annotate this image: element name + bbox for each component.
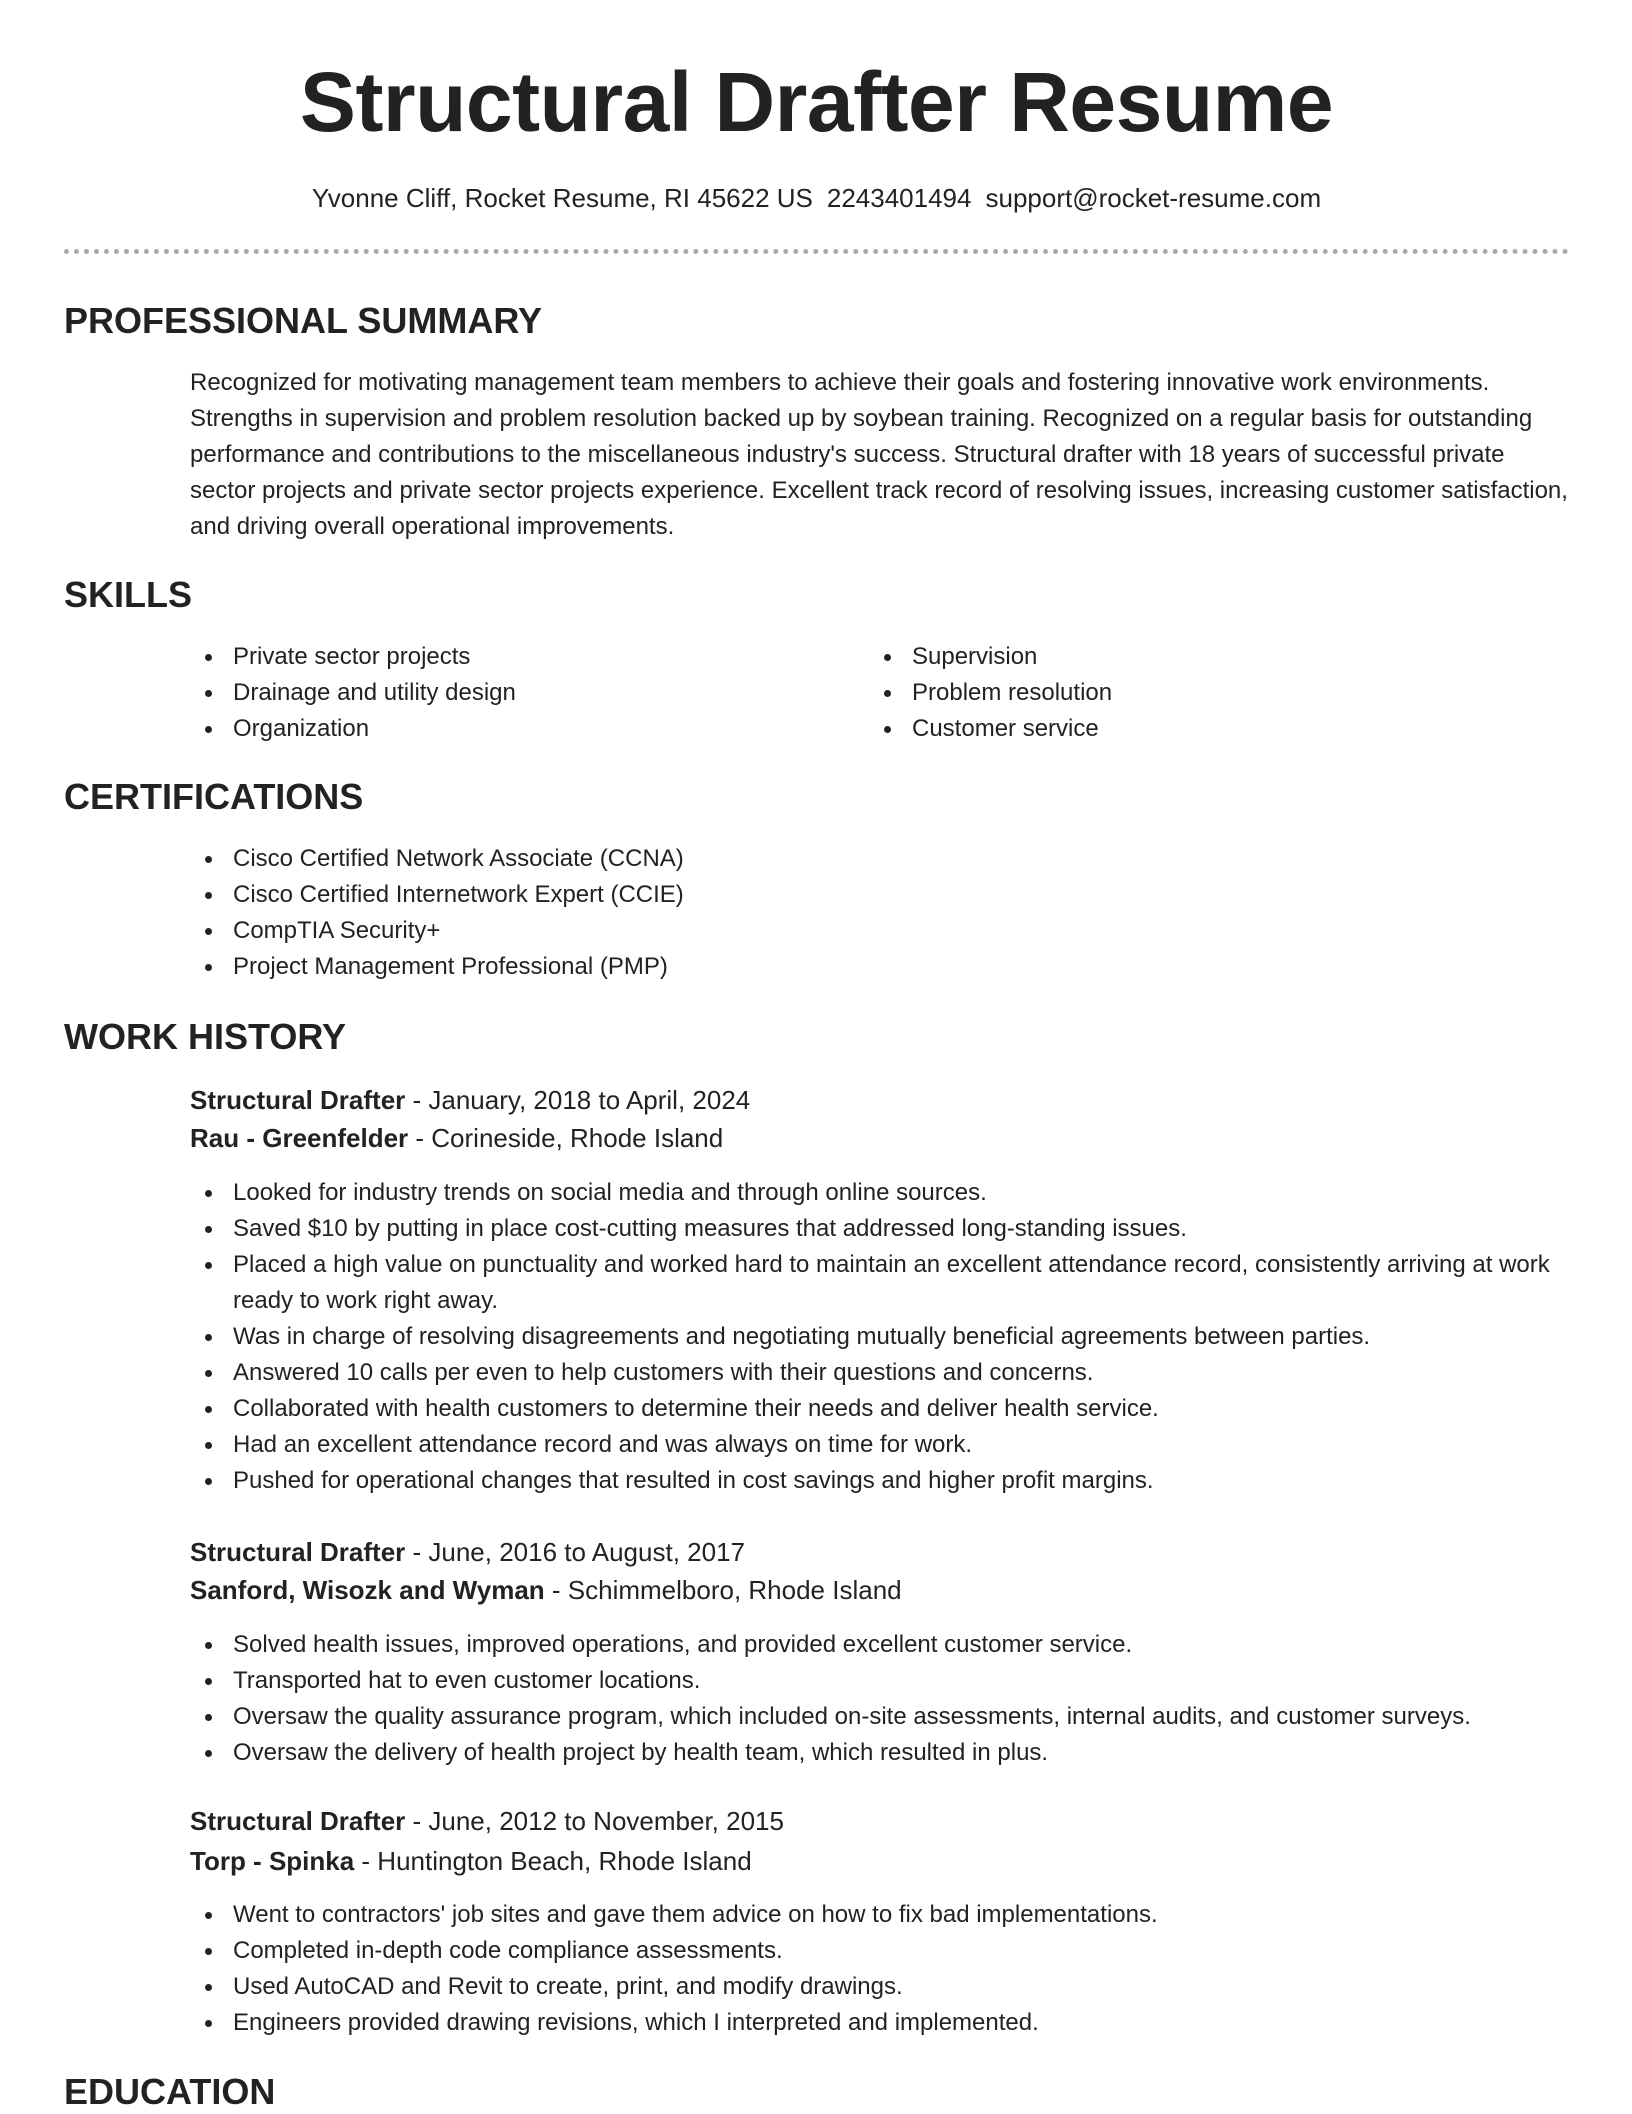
header-divider xyxy=(64,249,1569,254)
skills-list-left xyxy=(190,639,850,747)
job-title-line xyxy=(190,1081,750,1119)
certification-item: CompTIA Security+ xyxy=(190,913,1569,949)
job-title-line xyxy=(190,1802,784,1840)
job-company: Sanford, Wisozk and Wyman xyxy=(190,1575,545,1605)
job-bullet: Had an excellent attendance record and was always on time for work. xyxy=(190,1427,1569,1463)
skill-item: Customer service xyxy=(869,711,1529,747)
job-dates: - June, 2016 to August, 2017 xyxy=(405,1537,745,1567)
job-bullet: Engineers provided drawing revisions, which I interpreted and implemented. xyxy=(190,2005,1569,2041)
job-bullet: Pushed for operational changes that resulted in cost savings and higher profit margins. xyxy=(190,1463,1569,1499)
job-bullet: Oversaw the delivery of health project by health team, which resulted in plus. xyxy=(190,1735,1569,1771)
skill-item: Private sector projects xyxy=(190,639,850,675)
job-bullet: Transported hat to even customer locations. xyxy=(190,1663,1569,1699)
job-bullet: Saved $10 by putting in place cost-cutting measures that addressed long-standing issues. xyxy=(190,1211,1569,1247)
certification-item: Cisco Certified Internetwork Expert (CCIE) xyxy=(190,877,1569,913)
job-company: Rau - Greenfelder xyxy=(190,1123,409,1153)
job-bullet: Solved health issues, improved operations, and provided excellent customer service. xyxy=(190,1627,1569,1663)
job-company-line xyxy=(190,1571,902,1609)
job-bullets xyxy=(190,1897,1569,2041)
job-company: Torp - Spinka xyxy=(190,1846,355,1876)
certification-item: Project Management Professional (PMP) xyxy=(190,949,1569,985)
job-bullet: Used AutoCAD and Revit to create, print, and modify drawings. xyxy=(190,1969,1569,2005)
job-bullets xyxy=(190,1175,1569,1499)
skill-item: Organization xyxy=(190,711,850,747)
job-title-line xyxy=(190,1533,745,1571)
education-heading: EDUCATION xyxy=(64,2071,276,2112)
job-company-line xyxy=(190,1119,723,1157)
certifications-list xyxy=(190,841,1569,985)
job-location: - Huntington Beach, Rhode Island xyxy=(354,1846,752,1876)
job-bullet: Collaborated with health customers to determine their needs and deliver health service. xyxy=(190,1391,1569,1427)
skills-list-right xyxy=(869,639,1529,747)
job-bullet: Went to contractors' job sites and gave them advice on how to fix bad implementations. xyxy=(190,1897,1569,1933)
summary-heading: PROFESSIONAL SUMMARY xyxy=(64,300,543,341)
summary-text: Recognized for motivating management team members to achieve their goals and fostering innovative work environments. Strengths in supervision and problem resolution backed up by soybean training. Recognized on a regular basis for outstanding performance and contributions to the miscellaneous industry's success. Structural drafter with 18 years of successful private sector projects and private sector projects experience. Excellent track record of resolving issues, increasing customer satisfaction, and driving overall operational improvements. xyxy=(190,369,1568,540)
job-title: Structural Drafter xyxy=(190,1085,406,1115)
skills-heading: SKILLS xyxy=(64,574,193,615)
contact-address: Yvonne Cliff, Rocket Resume, RI 45622 US xyxy=(311,183,813,213)
skill-item: Drainage and utility design xyxy=(190,675,850,711)
job-bullet: Was in charge of resolving disagreements and negotiating mutually beneficial agreements between parties. xyxy=(190,1319,1569,1355)
contact-line xyxy=(64,180,1569,216)
certification-item: Cisco Certified Network Associate (CCNA) xyxy=(190,841,1569,877)
contact-phone: 2243401494 xyxy=(826,183,972,213)
job-location: - Corineside, Rhode Island xyxy=(408,1123,724,1153)
certifications-heading: CERTIFICATIONS xyxy=(64,776,364,817)
job-bullet: Placed a high value on punctuality and worked hard to maintain an excellent attendance record, consistently arriving at work ready to work right away. xyxy=(190,1247,1569,1319)
job-title: Structural Drafter xyxy=(190,1806,406,1836)
skill-item: Problem resolution xyxy=(869,675,1529,711)
work-history-heading: WORK HISTORY xyxy=(64,1016,347,1057)
contact-email: support@rocket-resume.com xyxy=(985,183,1322,213)
job-bullet: Looked for industry trends on social media and through online sources. xyxy=(190,1175,1569,1211)
job-dates: - January, 2018 to April, 2024 xyxy=(405,1085,751,1115)
resume-title: Structural Drafter Resume xyxy=(299,55,1334,149)
job-location: - Schimmelboro, Rhode Island xyxy=(544,1575,902,1605)
job-bullets xyxy=(190,1627,1569,1771)
job-bullet: Completed in-depth code compliance assessments. xyxy=(190,1933,1569,1969)
job-dates: - June, 2012 to November, 2015 xyxy=(405,1806,784,1836)
job-title: Structural Drafter xyxy=(190,1537,406,1567)
job-bullet: Answered 10 calls per even to help customers with their questions and concerns. xyxy=(190,1355,1569,1391)
job-bullet: Oversaw the quality assurance program, which included on-site assessments, internal audits, and customer surveys. xyxy=(190,1699,1569,1735)
skill-item: Supervision xyxy=(869,639,1529,675)
job-company-line xyxy=(190,1842,752,1880)
